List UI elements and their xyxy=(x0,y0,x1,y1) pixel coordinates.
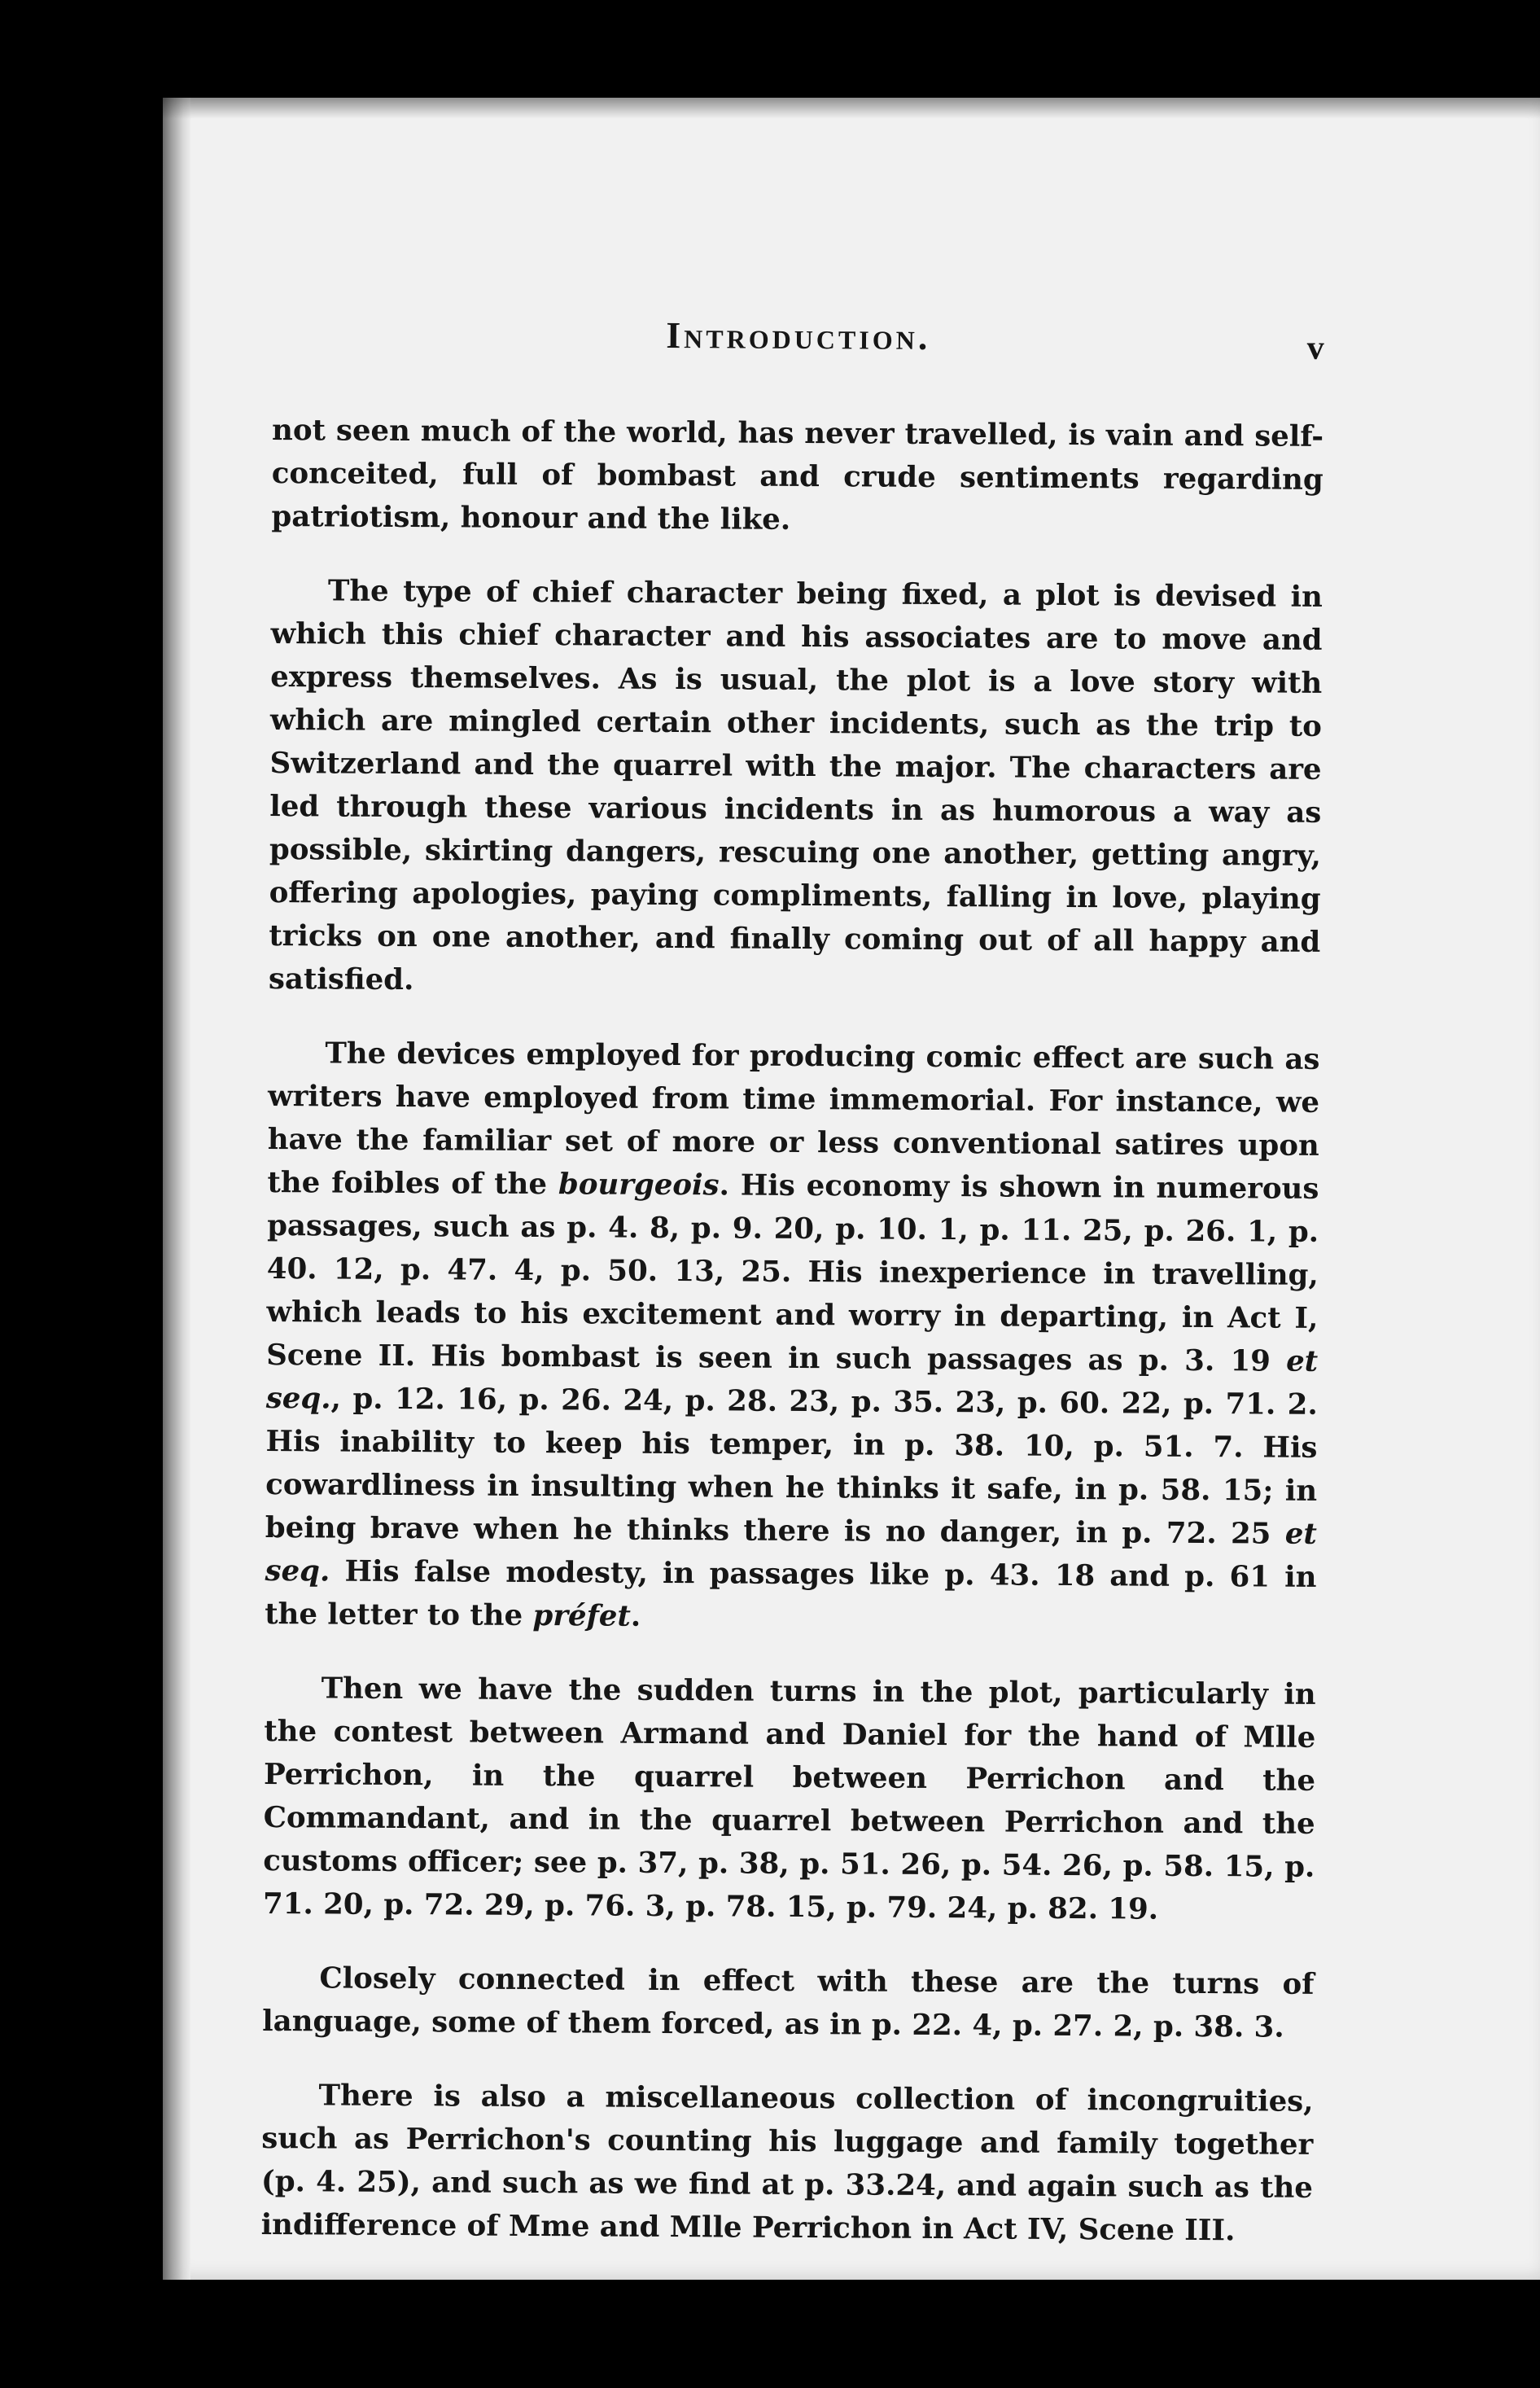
paragraph-3-part-a: The devices employed for producing comic effect are such as writers have employed from time immemorial. For instance, we have the familiar set of more or less conventional satires upon the foibles of the xyxy=(267,1036,1320,1202)
running-head xyxy=(272,311,1324,415)
top-edge-shadow xyxy=(163,98,1540,119)
paragraph-1: not seen much of the world, has never travelled, is vain and self-conceited, full of bombast and crude sentiments regarding patriotism, honour and the like. xyxy=(271,413,1324,537)
paragraph-3-part-g: His false modesty, in passages like p. 43. 18 and p. 61 in the letter to the xyxy=(265,1554,1317,1632)
paragraph-3 xyxy=(265,1032,1320,1642)
running-title: Introduction. xyxy=(666,313,931,357)
paragraph-5: Closely connected in effect with these are the turns of language, some of them forced, as in p. 22. 4, p. 27. 2, p. 38. 3. xyxy=(262,1961,1315,2044)
italic-prefet: préfet xyxy=(532,1598,631,1633)
paragraph-3-part-i: . xyxy=(630,1599,641,1633)
binding-edge xyxy=(163,98,190,2280)
page-number: v xyxy=(1306,329,1324,367)
book-page xyxy=(163,98,1540,2280)
italic-bourgeois: bourgeois xyxy=(558,1168,720,1203)
italic-et-seq-2: et seq. xyxy=(265,1517,1317,1588)
paragraph-2: The type of chief character being fixed, a plot is devised in which this chief character and his associates are to move and express themselves. As is usual, the plot is a love story with which are mingled certain other incidents, such as the trip to Switzerland and the quarrel with the major. The characters are led through these various incidents in as humorous a way as possible, skirting dangers, rescuing one another, getting angry, offering apologies, paying compliments, falling in love, playing tricks on one another, and finally coming out of all happy and satisfied. xyxy=(268,574,1323,997)
paragraph-4: Then we have the sudden turns in the plot, particularly in the contest between Armand and Daniel for the hand of Mlle Perrichon, in the quarrel between Perrichon and the Commandant, and in the quarrel between Perrichon and the customs officer; see p. 37, p. 38, p. 51. 26, p. 54. 26, p. 58. 15, p. 71. 20, p. 72. 29, p. 76. 3, p. 78. 15, p. 79. 24, p. 82. 19. xyxy=(262,1672,1316,1926)
italic-et-seq-1: et seq. xyxy=(265,1344,1319,1416)
paragraph-3-part-e: , p. 12. 16, p. 26. 24, p. 28. 23, p. 35. 23, p. 60. 22, p. 71. 2. His inability to keep his temper, in p. 38. 10, p. 51. 7. His cowardliness in insulting when he thinks it safe, in p. 58. 15; in being brave when he thinks there is no danger, in p. 72. 25 xyxy=(265,1382,1318,1551)
page-content xyxy=(260,311,1324,2280)
paragraph-6: There is also a miscellaneous collection of incongruities, such as Perrichon's counting his luggage and family together (p. 4. 25), and such as we find at p. 33.24, and again such as the indifference of Mme and Mlle Perrichon in Act IV, Scene III. xyxy=(260,2079,1314,2248)
paragraph-3-part-c: . His economy is shown in numerous passages, such as p. 4. 8, p. 9. 20, p. 10. 1, p. 11. 25, p. 26. 1, p. 40. 12, p. 47. 4, p. 50. 13, 25. His inexperience in travelling, which leads to his excitement and worry in departing, in Act I, Scene II. His bombast is seen in such passages as p. 3. 19 xyxy=(266,1168,1319,1378)
